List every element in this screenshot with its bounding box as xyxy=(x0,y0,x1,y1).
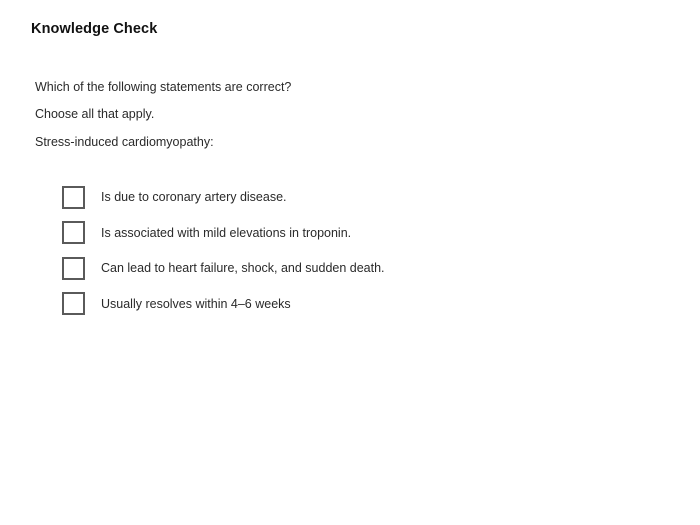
page-title: Knowledge Check xyxy=(31,21,158,37)
question-stem: Stress-induced cardiomyopathy: xyxy=(35,135,214,149)
answer-option-4[interactable] xyxy=(62,292,562,316)
option-4-label[interactable]: Usually resolves within 4–6 weeks xyxy=(101,296,291,311)
option-2-label[interactable]: Is associated with mild elevations in troponin. xyxy=(101,225,352,240)
option-4-checkbox[interactable] xyxy=(62,292,85,315)
answer-options-list xyxy=(62,185,562,327)
answer-option-2[interactable] xyxy=(62,221,562,245)
option-3-label[interactable]: Can lead to heart failure, shock, and sudden death. xyxy=(101,261,385,275)
answer-option-1[interactable] xyxy=(62,185,562,209)
answer-option-3[interactable] xyxy=(62,256,562,280)
option-1-label[interactable]: Is due to coronary artery disease. xyxy=(101,190,287,204)
option-1-checkbox[interactable] xyxy=(62,186,85,209)
question-prompt: Which of the following statements are correct? xyxy=(35,80,292,94)
option-2-checkbox[interactable] xyxy=(62,221,85,244)
option-3-checkbox[interactable] xyxy=(62,257,85,280)
question-instruction: Choose all that apply. xyxy=(35,107,155,121)
